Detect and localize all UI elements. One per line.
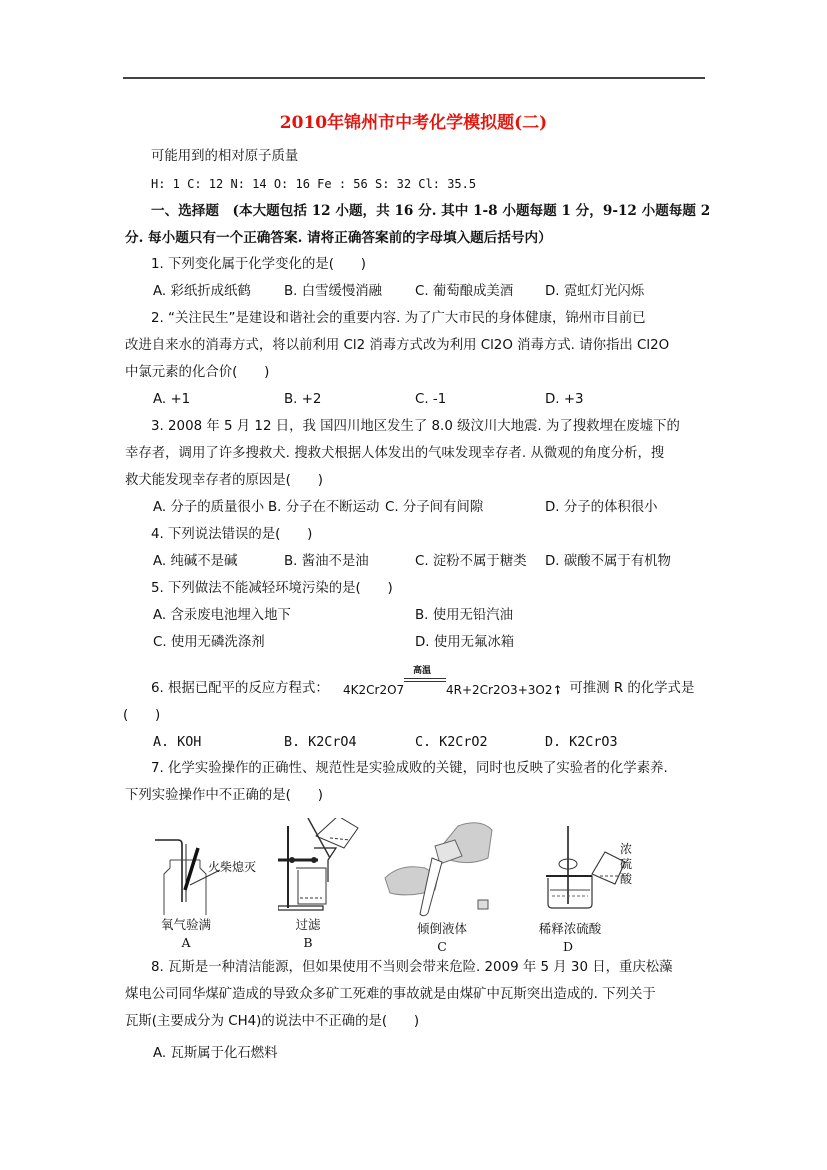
question-3-option-c[interactable]: C. 分子间有间隙 xyxy=(385,500,484,515)
question-3-stem-line2: 幸存者，调用了许多搜救犬. 搜救犬根据人体发出的气味发现幸存者. 从微观的角度分析，搜 xyxy=(125,446,665,461)
question-1-option-c[interactable]: C. 葡萄酿成美酒 xyxy=(415,284,514,299)
reaction-equals-line-bottom xyxy=(404,681,446,682)
figure-d-letter: D xyxy=(562,939,574,954)
figure-b-filtration-illustration[interactable] xyxy=(278,818,373,918)
question-4-option-a[interactable]: A. 纯碱不是碱 xyxy=(153,554,238,569)
question-4-option-d[interactable]: D. 碳酸不属于有机物 xyxy=(545,554,671,569)
question-1-option-d[interactable]: D. 霓虹灯光闪烁 xyxy=(545,284,645,299)
question-8-stem-line2: 煤电公司同华煤矿造成的导致众多矿工死难的事故就是由煤矿中瓦斯突出造成的. 下列关于 xyxy=(125,987,656,1002)
question-5-option-a[interactable]: A. 含汞废电池埋入地下 xyxy=(153,608,291,623)
question-8-stem-line3: 瓦斯(主要成分为 CH4)的说法中不正确的是( ) xyxy=(125,1014,420,1029)
question-4-option-c[interactable]: C. 淀粉不属于糖类 xyxy=(415,554,527,569)
reaction-condition: 高温 xyxy=(413,666,432,676)
figure-a-callout: 火柴熄灭 xyxy=(208,860,257,874)
header-rule xyxy=(123,77,705,79)
question-2-stem-line3: 中氯元素的化合价( ) xyxy=(125,365,270,380)
figure-d-caption: 稀释浓硫酸 xyxy=(538,921,602,936)
question-6-suffix: ，可推测 R 的化学式是 xyxy=(556,681,695,696)
figure-b-caption: 过滤 xyxy=(295,917,321,932)
question-2-option-c[interactable]: C. -1 xyxy=(415,392,447,407)
question-2-stem-line2: 改进自来水的消毒方式，将以前利用 Cl2 消毒方式改为利用 Cl2O 消毒方式. 请你指出 Cl2O xyxy=(125,338,670,353)
page-title: 2010年锦州市中考化学模拟题(二) xyxy=(279,113,548,133)
atomic-mass-values: H: 1 C: 12 N: 14 O: 16 Fe : 56 S: 32 Cl: 35.5 xyxy=(151,177,477,191)
question-5-option-c[interactable]: C. 使用无磷洗涤剂 xyxy=(153,635,265,650)
question-7-stem-line2: 下列实验操作中不正确的是( ) xyxy=(125,788,323,803)
question-5-stem: 5. 下列做法不能减轻环境污染的是( ) xyxy=(151,581,393,596)
question-6-option-a[interactable]: A. KOH xyxy=(153,735,202,750)
question-6-option-b[interactable]: B. K2CrO4 xyxy=(284,735,357,750)
question-6-option-c[interactable]: C. K2CrO2 xyxy=(415,735,488,750)
question-3-option-a[interactable]: A. 分子的质量很小 xyxy=(153,500,265,515)
figure-b-letter: B xyxy=(303,935,313,950)
question-3-stem-line1: 3. 2008 年 5 月 12 日，我 国四川地区发生了 8.0 级汶川大地震. 为了搜救埋在废墟下的 xyxy=(151,419,680,434)
question-3-stem-line3: 救犬能发现幸存者的原因是( ) xyxy=(125,473,323,488)
reaction-equals-line-top xyxy=(404,678,446,679)
question-3-option-d[interactable]: D. 分子的体积很小 xyxy=(545,500,658,515)
question-8-option-a[interactable]: A. 瓦斯属于化石燃料 xyxy=(153,1046,278,1061)
question-1-option-a[interactable]: A. 彩纸折成纸鹤 xyxy=(153,284,251,299)
question-4-option-b[interactable]: B. 酱油不是油 xyxy=(284,554,369,569)
figure-c-caption: 倾倒液体 xyxy=(416,921,467,936)
question-3-option-b[interactable]: B. 分子在不断运动 xyxy=(268,500,380,515)
reaction-reactant: 4K2Cr2O7 xyxy=(343,683,405,697)
question-2-option-b[interactable]: B. +2 xyxy=(284,392,322,407)
question-2-stem-line1: 2. “关注民生”是建设和谐社会的重要内容. 为了广大市民的身体健康，锦州市目前已 xyxy=(151,311,646,326)
question-7-stem-line1: 7. 化学实验操作的正确性、规范性是实验成败的关键，同时也反映了实验者的化学素养. xyxy=(151,761,668,776)
figure-a-letter: A xyxy=(181,935,191,950)
figure-c-letter: C xyxy=(437,939,447,954)
section-heading-line2: 分. 每小题只有一个正确答案. 请将正确答案前的字母填入题后括号内） xyxy=(125,230,552,246)
section-heading-line1: 一、选择题 (本大题包括 12 小题，共 16 分. 其中 1-8 小题每题 1 分，9-12 小题每题 2 xyxy=(151,203,711,219)
question-6-answer-bracket: ( ) xyxy=(123,708,161,723)
question-2-option-d[interactable]: D. +3 xyxy=(545,392,584,407)
figure-c-pouring-liquid-illustration[interactable] xyxy=(380,818,500,918)
question-2-option-a[interactable]: A. +1 xyxy=(153,392,191,407)
figure-d-callout: 浓硫酸 xyxy=(619,842,632,886)
question-1-option-b[interactable]: B. 白雪缓慢消融 xyxy=(284,284,383,299)
reaction-product: 4R+2Cr2O3+3O2↑ xyxy=(446,683,563,697)
question-1-stem: 1. 下列变化属于化学变化的是( ) xyxy=(151,257,366,272)
figure-a-caption: 氧气验满 xyxy=(160,917,211,932)
question-4-stem: 4. 下列说法错误的是( ) xyxy=(151,527,313,542)
atomic-mass-heading: 可能用到的相对原子质量 xyxy=(151,149,299,164)
figure-d-dilute-acid-illustration[interactable] xyxy=(540,826,630,921)
question-5-option-d[interactable]: D. 使用无氟冰箱 xyxy=(415,635,515,650)
question-6-prefix: 6. 根据已配平的反应方程式： xyxy=(151,681,329,696)
question-5-option-b[interactable]: B. 使用无铅汽油 xyxy=(415,608,514,623)
question-6-option-d[interactable]: D. K2CrO3 xyxy=(545,735,618,750)
question-8-stem-line1: 8. 瓦斯是一种清洁能源，但如果使用不当则会带来危险. 2009 年 5 月 30 日，重庆松藻 xyxy=(151,960,673,975)
